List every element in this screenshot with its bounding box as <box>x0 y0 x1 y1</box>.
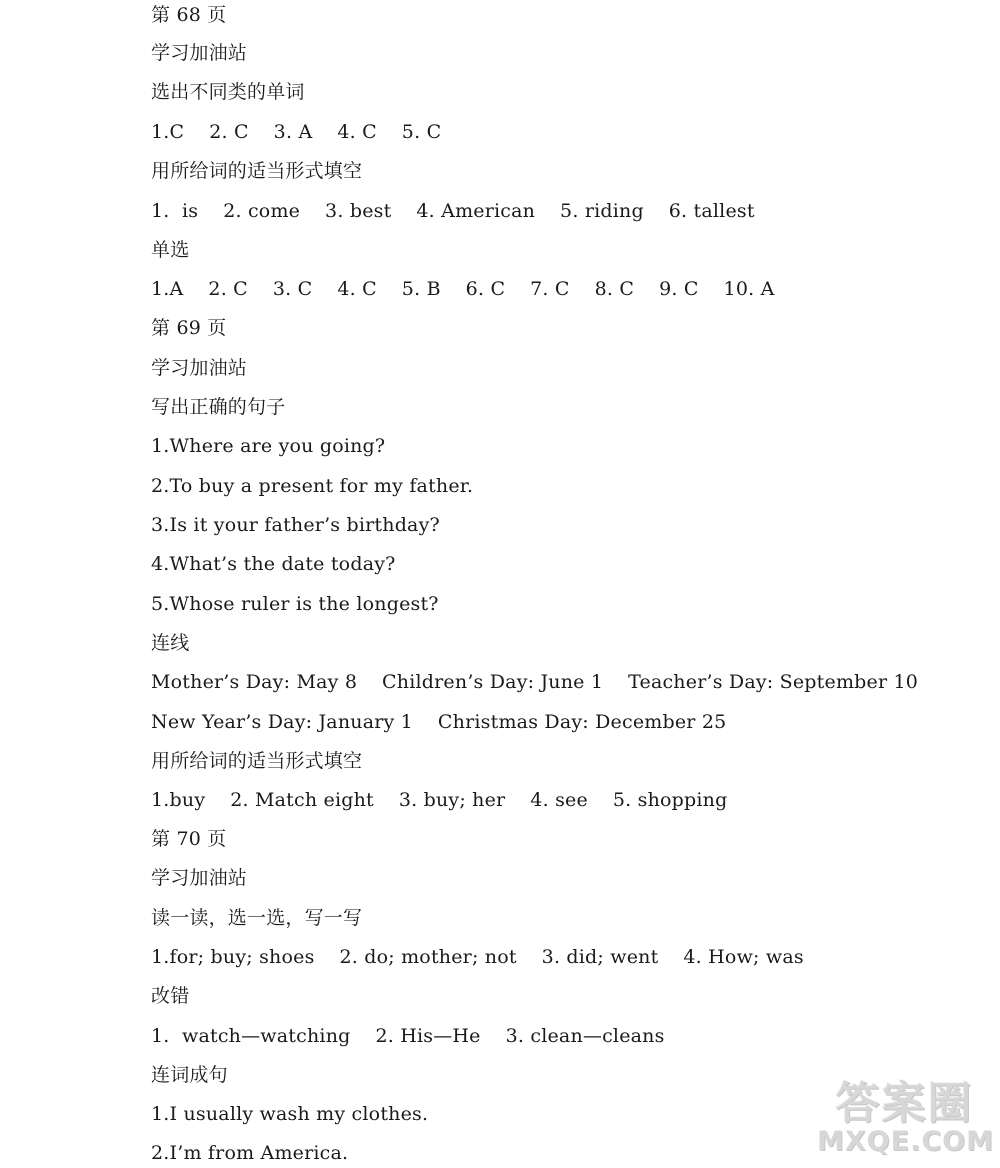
answer-line: 2.To buy a present for my father. <box>151 475 474 497</box>
page-heading-70: 第 70 页 <box>151 828 227 850</box>
watermark-domain: MXQE.COM <box>817 1126 994 1157</box>
watermark-logo <box>817 1070 992 1160</box>
exercise-title: 用所给词的适当形式填空 <box>151 750 363 772</box>
exercise-title: 用所给词的适当形式填空 <box>151 160 363 182</box>
exercise-title: 改错 <box>151 985 190 1007</box>
exercise-title: 连词成句 <box>151 1064 228 1086</box>
answer-line: 5.Whose ruler is the longest? <box>151 593 439 615</box>
answer-line: 1.Where are you going? <box>151 435 386 457</box>
section-title: 学习加油站 <box>151 357 248 379</box>
answer-line: Mother’s Day: May 8 Children’s Day: June 1 Teacher’s Day: September 10 <box>151 671 919 693</box>
section-title: 学习加油站 <box>151 42 248 64</box>
answer-line: 1. watch—watching 2. His—He 3. clean—cleans <box>151 1025 665 1047</box>
exercise-title: 选出不同类的单词 <box>151 81 305 103</box>
exercise-title: 连线 <box>151 632 190 654</box>
section-title: 学习加油站 <box>151 867 248 889</box>
answer-line: 1. is 2. come 3. best 4. American 5. riding 6. tallest <box>151 200 755 222</box>
exercise-title: 单选 <box>151 239 190 261</box>
answer-line: 1.buy 2. Match eight 3. buy; her 4. see 5. shopping <box>151 789 728 811</box>
answer-line: 2.I’m from America. <box>151 1142 349 1164</box>
answer-line: 1.for; buy; shoes 2. do; mother; not 3. did; went 4. How; was <box>151 946 804 968</box>
watermark-title: 答案圈 <box>835 1078 974 1129</box>
exercise-title: 写出正确的句子 <box>151 396 286 418</box>
answer-line: New Year’s Day: January 1 Christmas Day: December 25 <box>151 711 727 733</box>
answer-line: 1.A 2. C 3. C 4. C 5. B 6. C 7. C 8. C 9. C 10. A <box>151 278 775 300</box>
exercise-title: 读一读，选一选，写一写 <box>151 907 363 929</box>
page-heading-68: 第 68 页 <box>151 4 227 26</box>
answer-line: 1.I usually wash my clothes. <box>151 1103 429 1125</box>
answer-line: 4.What’s the date today? <box>151 553 396 575</box>
page-heading-69: 第 69 页 <box>151 317 227 339</box>
answer-line: 3.Is it your father’s birthday? <box>151 514 440 536</box>
answer-line: 1.C 2. C 3. A 4. C 5. C <box>151 121 442 143</box>
